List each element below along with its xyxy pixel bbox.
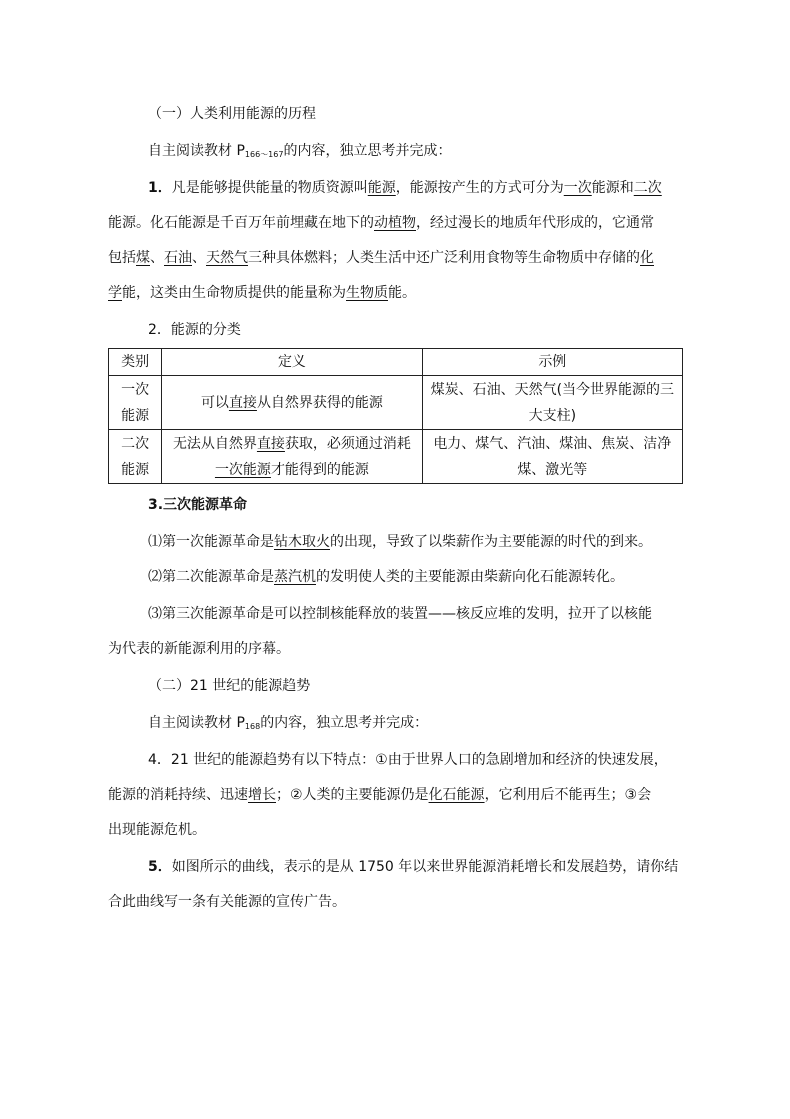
blank-answer: 能源 bbox=[367, 180, 396, 196]
text: ；②人类的主要能源仍是 bbox=[276, 787, 429, 803]
text: 无法从自然界 bbox=[172, 435, 257, 452]
cell-line: 能源 bbox=[121, 407, 150, 424]
para-5-number: 5． bbox=[148, 859, 172, 875]
para-5-line-1 bbox=[148, 857, 678, 877]
blank-answer: 学 bbox=[108, 285, 122, 301]
table-header-row bbox=[109, 349, 683, 376]
intro-pre: 自主阅读教材 P bbox=[148, 715, 245, 731]
heading-2: （二）21 世纪的能源趋势 bbox=[148, 678, 311, 694]
category-cell bbox=[109, 430, 162, 484]
definition-cell bbox=[162, 376, 422, 430]
blank-answer: 化石能源 bbox=[428, 787, 485, 803]
para-5-line-2: 合此曲线写一条有关能源的宣传广告。 bbox=[108, 894, 346, 910]
text: 能。 bbox=[388, 285, 416, 301]
blank-answer: 化 bbox=[640, 250, 654, 266]
blank-answer: 一次 bbox=[563, 180, 592, 196]
text: 获取，必须通过消耗 bbox=[284, 435, 411, 452]
category-cell bbox=[109, 376, 162, 430]
text: 可以 bbox=[200, 394, 229, 411]
blank-answer: 钻木取火 bbox=[274, 534, 330, 550]
blank-answer: 石油 bbox=[164, 250, 192, 266]
text: ，它利用后不能再生；③会 bbox=[484, 787, 652, 803]
text: 的出现，导致了以柴薪作为主要能源的时代的到来。 bbox=[330, 534, 652, 550]
cell-line: 煤、激光等 bbox=[517, 461, 588, 478]
text: 能源的消耗持续、迅速 bbox=[108, 787, 248, 803]
text: 如图所示的曲线，表示的是从 1750 年以来世界能源消耗增长和发展趋势，请你结 bbox=[171, 859, 679, 875]
text: 能源和 bbox=[591, 180, 634, 196]
text: 、 bbox=[192, 250, 206, 266]
blank-answer: 煤 bbox=[136, 250, 150, 266]
text: ⑴第一次能源革命是 bbox=[148, 534, 274, 550]
para-1-line-4 bbox=[108, 283, 416, 303]
para-1-line-1 bbox=[148, 178, 662, 198]
blank-answer: 直接 bbox=[228, 394, 257, 411]
text: 能源。化石能源是千百万年前埋藏在地下的 bbox=[108, 215, 374, 231]
table-row bbox=[109, 430, 683, 484]
cell-line: 煤炭、石油、天然气(当今世界能源的三 bbox=[430, 381, 675, 398]
para-3-item-3-line-1: ⑶第三次能源革命是可以控制核能释放的装置——核反应堆的发明，拉开了以核能 bbox=[148, 606, 652, 622]
blank-answer: 直接 bbox=[256, 435, 285, 452]
intro-post: 的内容，独立思考并完成： bbox=[260, 715, 429, 731]
page-range: 168 bbox=[244, 722, 261, 731]
para-1-line-3 bbox=[108, 248, 654, 268]
para-4-line-2 bbox=[108, 785, 651, 805]
blank-answer: 二次 bbox=[633, 180, 662, 196]
text: ，经过漫长的地质年代形成的，它通常 bbox=[416, 215, 654, 231]
definition-cell bbox=[162, 430, 422, 484]
text: 包括 bbox=[108, 250, 136, 266]
cell-line: 一次 bbox=[121, 381, 150, 398]
example-cell bbox=[422, 376, 682, 430]
cell-line: 二次 bbox=[121, 435, 150, 452]
blank-answer: 一次能源 bbox=[214, 461, 271, 478]
para-3-item-3-line-2: 为代表的新能源利用的序幕。 bbox=[108, 641, 290, 657]
heading-1: （一）人类利用能源的历程 bbox=[148, 106, 316, 122]
intro-text-2 bbox=[148, 713, 428, 733]
cell-line: 能源 bbox=[121, 461, 150, 478]
blank-answer: 天然气 bbox=[206, 250, 248, 266]
example-cell bbox=[422, 430, 682, 484]
energy-classification-table bbox=[108, 348, 683, 484]
cell-line bbox=[162, 431, 421, 457]
intro-text-1 bbox=[148, 141, 451, 161]
text: 三种具体燃料；人类生活中还广泛利用食物等生命物质中存储的 bbox=[248, 250, 640, 266]
blank-answer: 增长 bbox=[248, 787, 276, 803]
header-definition: 定义 bbox=[162, 349, 422, 376]
intro-post: 的内容，独立思考并完成： bbox=[283, 143, 452, 159]
para-4-line-3: 出现能源危机。 bbox=[108, 822, 206, 838]
blank-answer: 动植物 bbox=[374, 215, 416, 231]
blank-answer: 蒸汽机 bbox=[274, 569, 316, 585]
text: 、 bbox=[150, 250, 164, 266]
para-3-item-1 bbox=[148, 532, 652, 552]
text: 才能得到的能源 bbox=[270, 461, 369, 478]
para-2-title: 2．能源的分类 bbox=[148, 322, 241, 338]
header-category: 类别 bbox=[109, 349, 162, 376]
text: 能，这类由生命物质提供的能量称为 bbox=[122, 285, 346, 301]
text: 凡是能够提供能量的物质资源叫 bbox=[171, 180, 368, 196]
intro-pre: 自主阅读教材 P bbox=[148, 143, 245, 159]
para-3-item-2 bbox=[148, 567, 624, 587]
cell-line: 电力、煤气、汽油、煤油、焦炭、洁净 bbox=[433, 435, 672, 452]
para-4-line-1: 4．21 世纪的能源趋势有以下特点：①由于世界人口的急剧增加和经济的快速发展， bbox=[148, 752, 668, 768]
para-1-line-2 bbox=[108, 213, 654, 233]
cell-line bbox=[162, 457, 421, 483]
text: 从自然界获得的能源 bbox=[256, 394, 383, 411]
text: ⑵第二次能源革命是 bbox=[148, 569, 274, 585]
blank-answer: 生物质 bbox=[346, 285, 388, 301]
header-example: 示例 bbox=[422, 349, 682, 376]
table-row bbox=[109, 376, 683, 430]
para-3-title: 3.三次能源革命 bbox=[148, 497, 248, 513]
para-1-number: 1． bbox=[148, 180, 172, 196]
text: ，能源按产生的方式可分为 bbox=[395, 180, 564, 196]
text: 的发明使人类的主要能源由柴薪向化石能源转化。 bbox=[316, 569, 624, 585]
page-range: 166～167 bbox=[244, 150, 284, 159]
cell-line: 大支柱) bbox=[528, 407, 577, 424]
